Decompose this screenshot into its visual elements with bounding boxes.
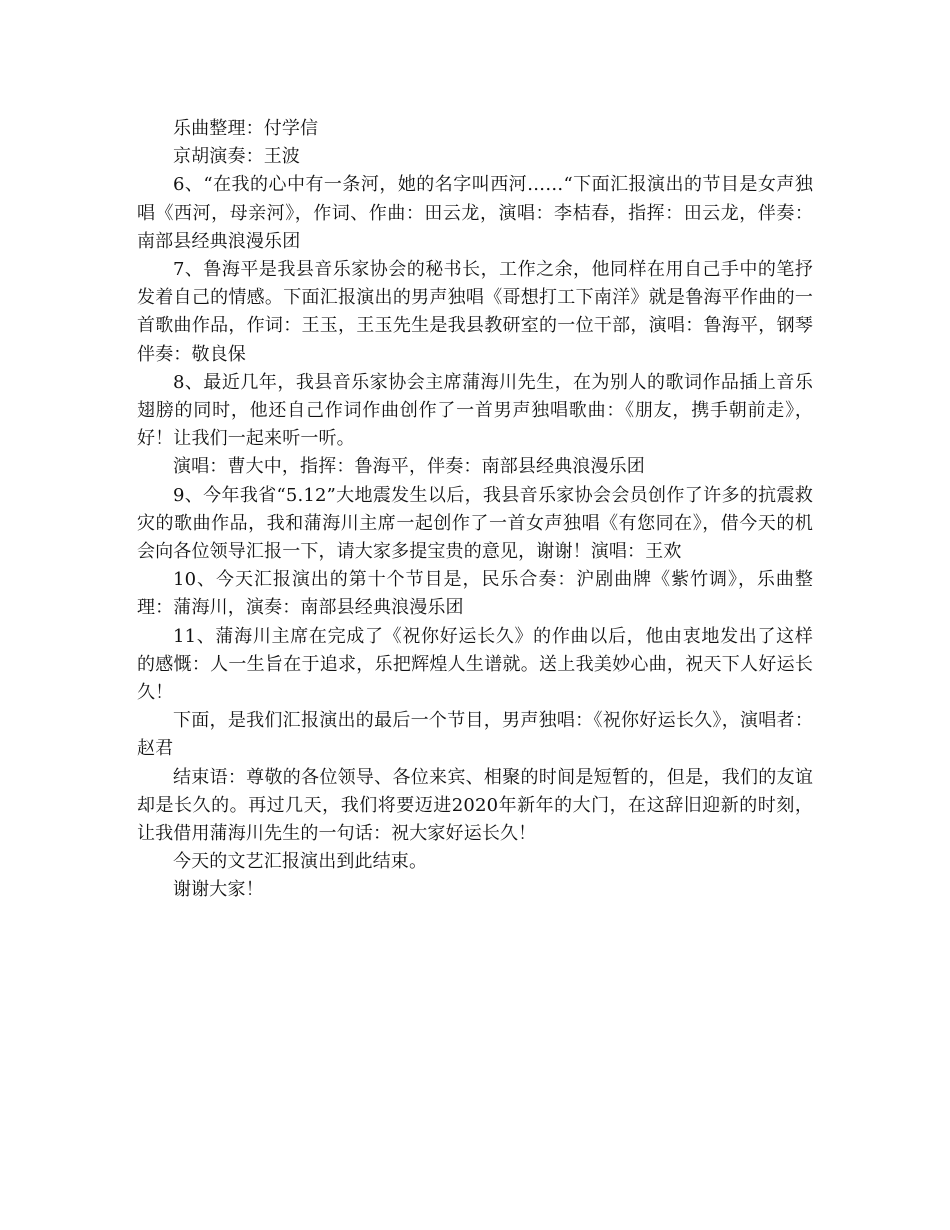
paragraph-jinghu-performer: 京胡演奏：王波 xyxy=(173,146,301,168)
paragraph-item-8-credits: 演唱：曹大中，指挥：鲁海平，伴奏：南部县经典浪漫乐团 xyxy=(173,456,645,478)
paragraph-final-program: 下面，是我们汇报演出的最后一个节目，男声独唱：《祝你好运长久》，演唱者：赵君 xyxy=(137,710,813,760)
paragraph-item-11: 11、蒲海川主席在完成了《祝你好运长久》的作曲以后，他由衷地发出了这样的感慨：人一生旨在于追求，乐把辉煌人生谱就。送上我美妙心曲，祝天下人好运长久！ xyxy=(137,625,813,704)
paragraph-performance-end: 今天的文艺汇报演出到此结束。 xyxy=(173,851,428,873)
paragraph-music-arrangement: 乐曲整理：付学信 xyxy=(173,118,319,139)
paragraph-item-7: 7、鲁海平是我县音乐家协会的秘书长，工作之余，他同样在用自己手中的笔抒发着自己的情感。下面汇报演出的男声独唱《哥想打工下南洋》就是鲁海平作曲的一首歌曲作品，作词：王玉，王玉先生是我县教研室的一位干部，演唱：鲁海平，钢琴伴奏：敬良保 xyxy=(137,259,813,365)
paragraph-item-10: 10、今天汇报演出的第十个节目是，民乐合奏：沪剧曲牌《紫竹调》，乐曲整理：蒲海川，演奏：南部县经典浪漫乐团 xyxy=(137,569,813,619)
paragraph-item-9: 9、今年我省“5.12”大地震发生以后，我县音乐家协会会员创作了许多的抗震救灾的歌曲作品，我和蒲海川主席一起创作了一首女声独唱《有您同在》，借今天的机会向各位领导汇报一下，请大家多提宝贵的意见，谢谢！演唱：王欢 xyxy=(137,484,813,563)
paragraph-item-8: 8、最近几年，我县音乐家协会主席蒲海川先生，在为别人的歌词作品插上音乐翅膀的同时，他还自己作词作曲创作了一首男声独唱歌曲：《朋友，携手朝前走》，好！让我们一起来听一听。 xyxy=(137,371,813,450)
paragraph-closing-remarks: 结束语：尊敬的各位领导、各位来宾、相聚的时间是短暂的，但是，我们的友谊却是长久的。再过几天，我们将要迈进2020年新年的大门，在这辞旧迎新的时刻，让我借用蒲海川先生的一句话：祝大家好运长久！ xyxy=(137,766,813,845)
paragraph-thanks: 谢谢大家！ xyxy=(173,879,264,901)
paragraph-item-6: 6、“在我的心中有一条河，她的名字叫西河……“下面汇报演出的节目是女声独唱《西河，母亲河》，作词、作曲：田云龙，演唱：李桔春，指挥：田云龙，伴奏：南部县经典浪漫乐团 xyxy=(137,174,813,252)
document-body xyxy=(137,115,813,905)
